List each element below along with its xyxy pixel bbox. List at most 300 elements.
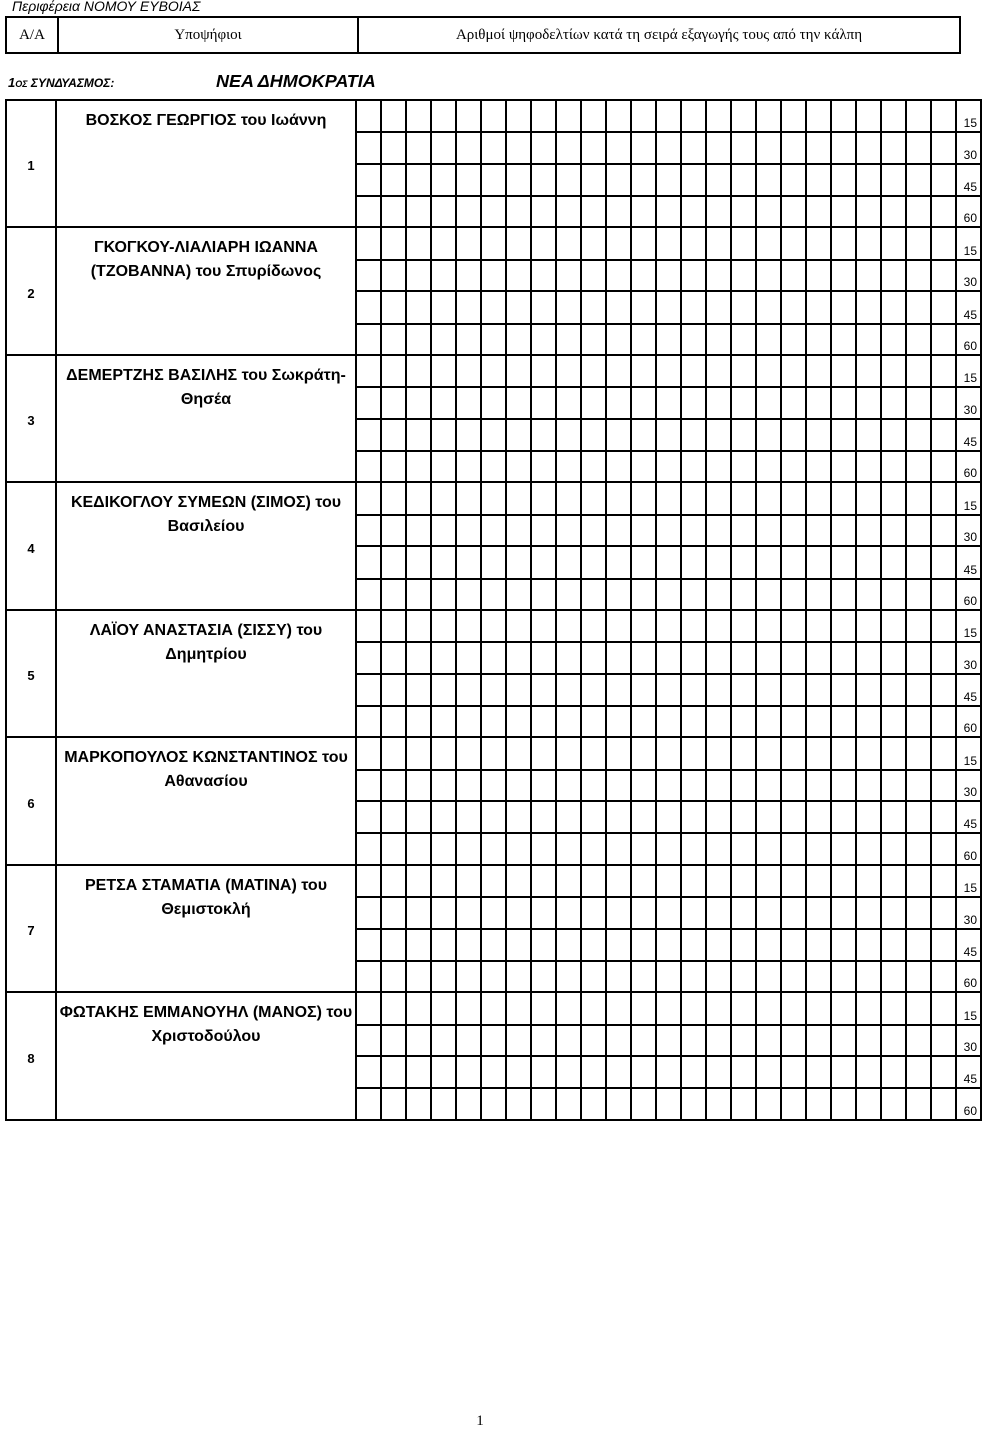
tally-cell: [906, 610, 931, 642]
tally-cell: [556, 100, 581, 132]
tally-cell: [831, 737, 856, 769]
tally-cell: [706, 642, 731, 673]
tally-cell: [606, 291, 631, 323]
tally-cell: [881, 387, 906, 418]
tally-cell: [631, 737, 656, 769]
tally-cell: [406, 419, 431, 451]
tally-cell: [756, 324, 781, 355]
tally-cell: [381, 546, 406, 578]
tally-cell: [681, 737, 706, 769]
tally-cell: [656, 1056, 681, 1088]
tally-cell: [406, 515, 431, 546]
tally-cell: [831, 227, 856, 259]
tally-cell: [556, 674, 581, 706]
tally-cell: [431, 833, 456, 864]
tally-cell: [581, 546, 606, 578]
tally-cell: [906, 833, 931, 864]
tally-cell: [506, 1025, 531, 1056]
tally-cell: [481, 100, 506, 132]
tally-marker: 15: [956, 737, 981, 769]
tally-cell: [531, 737, 556, 769]
tally-cell: [456, 706, 481, 737]
tally-cell: [781, 451, 806, 482]
tally-marker: 30: [956, 515, 981, 546]
tally-cell: [931, 961, 956, 992]
tally-cell: [356, 324, 381, 355]
tally-cell: [756, 801, 781, 833]
tally-cell: [606, 865, 631, 897]
tally-cell: [781, 579, 806, 610]
tally-cell: [506, 227, 531, 259]
tally-cell: [481, 1025, 506, 1056]
tally-cell: [681, 992, 706, 1024]
tally-cell: [856, 132, 881, 163]
tally-cell: [731, 801, 756, 833]
candidate-number: 4: [6, 482, 56, 609]
tally-cell: [556, 961, 581, 992]
tally-cell: [831, 929, 856, 961]
tally-cell: [781, 132, 806, 163]
tally-cell: [831, 387, 856, 418]
tally-cell: [606, 515, 631, 546]
tally-cell: [731, 929, 756, 961]
candidate-number: 7: [6, 865, 56, 992]
tally-cell: [831, 1088, 856, 1120]
tally-cell: [831, 992, 856, 1024]
tally-cell: [656, 865, 681, 897]
tally-cell: [706, 100, 731, 132]
tally-cell: [931, 833, 956, 864]
tally-cell: [631, 260, 656, 291]
tally-cell: [931, 706, 956, 737]
tally-cell: [706, 961, 731, 992]
tally-cell: [781, 324, 806, 355]
tally-cell: [656, 801, 681, 833]
tally-cell: [906, 515, 931, 546]
tally-cell: [481, 355, 506, 387]
tally-cell: [706, 1056, 731, 1088]
tally-cell: [431, 515, 456, 546]
tally-cell: [581, 610, 606, 642]
tally-cell: [406, 482, 431, 514]
tally-cell: [556, 291, 581, 323]
tally-cell: [756, 961, 781, 992]
tally-cell: [931, 546, 956, 578]
tally-cell: [856, 1025, 881, 1056]
tally-cell: [631, 164, 656, 196]
tally-cell: [631, 1088, 656, 1120]
tally-cell: [506, 770, 531, 801]
tally-cell: [456, 451, 481, 482]
tally-cell: [881, 419, 906, 451]
tally-cell: [431, 929, 456, 961]
tally-cell: [681, 1025, 706, 1056]
tally-cell: [431, 579, 456, 610]
tally-cell: [806, 929, 831, 961]
tally-cell: [706, 196, 731, 227]
tally-cell: [681, 227, 706, 259]
tally-cell: [606, 164, 631, 196]
tally-cell: [831, 164, 856, 196]
tally-cell: [631, 515, 656, 546]
tally-cell: [906, 164, 931, 196]
tally-cell: [556, 260, 581, 291]
tally-cell: [356, 196, 381, 227]
tally-cell: [631, 833, 656, 864]
tally-cell: [756, 419, 781, 451]
tally-cell: [856, 324, 881, 355]
tally-cell: [731, 546, 756, 578]
tally-cell: [481, 515, 506, 546]
tally-cell: [381, 387, 406, 418]
tally-cell: [506, 515, 531, 546]
tally-cell: [906, 579, 931, 610]
tally-cell: [406, 1025, 431, 1056]
tally-cell: [431, 706, 456, 737]
tally-cell: [831, 196, 856, 227]
tally-cell: [831, 451, 856, 482]
tally-cell: [856, 419, 881, 451]
tally-cell: [681, 355, 706, 387]
tally-cell: [606, 929, 631, 961]
tally-cell: [556, 801, 581, 833]
tally-cell: [806, 387, 831, 418]
tally-cell: [856, 1056, 881, 1088]
tally-cell: [756, 610, 781, 642]
tally-cell: [731, 132, 756, 163]
header-candidates: Υποψήφιοι: [59, 18, 359, 52]
tally-cell: [481, 324, 506, 355]
tally-cell: [431, 227, 456, 259]
tally-cell: [706, 164, 731, 196]
tally-cell: [656, 164, 681, 196]
tally-marker: 60: [956, 833, 981, 864]
tally-cell: [381, 482, 406, 514]
tally-cell: [556, 897, 581, 928]
tally-cell: [781, 515, 806, 546]
tally-cell: [656, 992, 681, 1024]
tally-cell: [481, 674, 506, 706]
tally-cell: [756, 227, 781, 259]
tally-cell: [531, 387, 556, 418]
tally-cell: [456, 770, 481, 801]
tally-cell: [381, 419, 406, 451]
tally-cell: [631, 227, 656, 259]
tally-cell: [806, 961, 831, 992]
tally-cell: [856, 674, 881, 706]
tally-cell: [406, 355, 431, 387]
tally-cell: [756, 706, 781, 737]
tally-cell: [631, 770, 656, 801]
tally-cell: [656, 610, 681, 642]
tally-cell: [706, 865, 731, 897]
tally-cell: [581, 355, 606, 387]
tally-cell: [881, 929, 906, 961]
tally-cell: [506, 642, 531, 673]
tally-cell: [606, 770, 631, 801]
tally-cell: [681, 1088, 706, 1120]
tally-cell: [556, 865, 581, 897]
tally-cell: [356, 642, 381, 673]
tally-cell: [756, 737, 781, 769]
tally-cell: [381, 132, 406, 163]
tally-cell: [631, 324, 656, 355]
tally-cell: [656, 961, 681, 992]
tally-cell: [856, 610, 881, 642]
tally-cell: [531, 132, 556, 163]
tally-marker: 60: [956, 961, 981, 992]
tally-cell: [406, 324, 431, 355]
tally-cell: [381, 164, 406, 196]
tally-cell: [531, 324, 556, 355]
tally-cell: [581, 865, 606, 897]
tally-cell: [831, 546, 856, 578]
tally-cell: [881, 100, 906, 132]
header-aa: Α/Α: [7, 18, 59, 52]
tally-cell: [531, 100, 556, 132]
tally-cell: [781, 355, 806, 387]
tally-marker: 30: [956, 770, 981, 801]
tally-cell: [481, 833, 506, 864]
tally-cell: [356, 865, 381, 897]
tally-cell: [856, 482, 881, 514]
tally-cell: [606, 579, 631, 610]
tally-cell: [706, 929, 731, 961]
tally-cell: [456, 897, 481, 928]
tally-marker: 15: [956, 482, 981, 514]
tally-cell: [456, 929, 481, 961]
tally-cell: [881, 579, 906, 610]
tally-cell: [831, 260, 856, 291]
tally-cell: [406, 291, 431, 323]
tally-cell: [606, 546, 631, 578]
tally-cell: [531, 1056, 556, 1088]
tally-cell: [656, 260, 681, 291]
tally-cell: [456, 1056, 481, 1088]
candidate-number: 2: [6, 227, 56, 354]
coalition-number: 1: [8, 75, 16, 90]
tally-cell: [556, 355, 581, 387]
tally-cell: [781, 801, 806, 833]
tally-cell: [781, 100, 806, 132]
tally-cell: [706, 706, 731, 737]
tally-cell: [906, 642, 931, 673]
tally-cell: [881, 992, 906, 1024]
tally-cell: [681, 674, 706, 706]
tally-marker: 30: [956, 642, 981, 673]
tally-cell: [856, 387, 881, 418]
tally-cell: [356, 1025, 381, 1056]
tally-cell: [631, 674, 656, 706]
tally-cell: [656, 482, 681, 514]
tally-cell: [806, 196, 831, 227]
tally-cell: [481, 1056, 506, 1088]
tally-marker: 60: [956, 706, 981, 737]
tally-cell: [356, 291, 381, 323]
tally-cell: [506, 196, 531, 227]
tally-cell: [831, 100, 856, 132]
tally-cell: [431, 387, 456, 418]
tally-cell: [606, 196, 631, 227]
tally-cell: [931, 992, 956, 1024]
tally-cell: [381, 674, 406, 706]
tally-cell: [906, 929, 931, 961]
tally-cell: [556, 833, 581, 864]
tally-cell: [731, 515, 756, 546]
tally-cell: [406, 100, 431, 132]
tally-cell: [581, 451, 606, 482]
tally-marker: 60: [956, 579, 981, 610]
tally-cell: [556, 1088, 581, 1120]
tally-cell: [731, 1056, 756, 1088]
tally-cell: [431, 260, 456, 291]
tally-cell: [406, 132, 431, 163]
tally-cell: [731, 451, 756, 482]
tally-cell: [481, 291, 506, 323]
tally-marker: 60: [956, 1088, 981, 1120]
tally-cell: [431, 482, 456, 514]
tally-cell: [581, 833, 606, 864]
tally-cell: [631, 897, 656, 928]
tally-cell: [881, 706, 906, 737]
tally-cell: [456, 164, 481, 196]
tally-cell: [656, 515, 681, 546]
tally-cell: [656, 291, 681, 323]
tally-cell: [506, 992, 531, 1024]
tally-cell: [731, 706, 756, 737]
tally-cell: [756, 642, 781, 673]
tally-cell: [456, 737, 481, 769]
tally-cell: [906, 865, 931, 897]
tally-cell: [431, 291, 456, 323]
header-ballot-numbers: Αριθμοί ψηφοδελτίων κατά τη σειρά εξαγωγής τους από την κάλπη: [455, 27, 863, 43]
tally-cell: [406, 770, 431, 801]
tally-cell: [781, 737, 806, 769]
tally-cell: [356, 1088, 381, 1120]
tally-cell: [806, 833, 831, 864]
coalition-name: ΝΕΑ ΔΗΜΟΚΡΑΤΙΑ: [216, 71, 376, 91]
tally-cell: [381, 801, 406, 833]
tally-cell: [781, 706, 806, 737]
tally-cell: [781, 419, 806, 451]
tally-cell: [356, 610, 381, 642]
tally-cell: [506, 100, 531, 132]
tally-cell: [556, 227, 581, 259]
tally-cell: [581, 1056, 606, 1088]
tally-cell: [381, 1088, 406, 1120]
candidate-name: ΔΕΜΕΡΤΖΗΣ ΒΑΣΙΛΗΣ του Σωκράτη-Θησέα: [56, 355, 356, 482]
tally-cell: [406, 546, 431, 578]
candidate-name: ΦΩΤΑΚΗΣ ΕΜΜΑΝΟΥΗΛ (ΜΑΝΟΣ) του Χριστοδούλου: [56, 992, 356, 1120]
tally-cell: [556, 1056, 581, 1088]
tally-cell: [356, 737, 381, 769]
tally-cell: [406, 897, 431, 928]
tally-cell: [806, 324, 831, 355]
tally-cell: [806, 419, 831, 451]
tally-cell: [406, 961, 431, 992]
tally-cell: [356, 227, 381, 259]
tally-cell: [806, 227, 831, 259]
tally-cell: [806, 451, 831, 482]
tally-cell: [681, 196, 706, 227]
tally-cell: [631, 482, 656, 514]
tally-cell: [856, 164, 881, 196]
tally-cell: [706, 737, 731, 769]
tally-marker: 45: [956, 419, 981, 451]
tally-cell: [606, 1056, 631, 1088]
tally-cell: [806, 706, 831, 737]
table-row: [6, 100, 981, 132]
tally-cell: [706, 355, 731, 387]
tally-cell: [656, 1025, 681, 1056]
tally-cell: [556, 546, 581, 578]
tally-cell: [606, 355, 631, 387]
tally-cell: [631, 132, 656, 163]
tally-cell: [606, 737, 631, 769]
tally-cell: [481, 961, 506, 992]
tally-cell: [581, 1025, 606, 1056]
tally-cell: [581, 929, 606, 961]
tally-cell: [931, 865, 956, 897]
tally-cell: [581, 642, 606, 673]
tally-cell: [406, 610, 431, 642]
tally-cell: [681, 546, 706, 578]
tally-cell: [756, 1056, 781, 1088]
tally-cell: [781, 387, 806, 418]
tally-cell: [606, 897, 631, 928]
tally-cell: [406, 227, 431, 259]
tally-cell: [606, 227, 631, 259]
coalition-heading: [5, 70, 705, 96]
tally-cell: [481, 737, 506, 769]
tally-cell: [631, 355, 656, 387]
tally-cell: [931, 610, 956, 642]
tally-cell: [906, 897, 931, 928]
tally-cell: [806, 1025, 831, 1056]
tally-cell: [856, 801, 881, 833]
tally-cell: [831, 865, 856, 897]
tally-cell: [606, 451, 631, 482]
tally-cell: [931, 515, 956, 546]
tally-cell: [906, 737, 931, 769]
tally-cell: [531, 579, 556, 610]
tally-cell: [506, 451, 531, 482]
tally-cell: [656, 196, 681, 227]
tally-cell: [531, 865, 556, 897]
tally-cell: [481, 482, 506, 514]
tally-cell: [806, 1088, 831, 1120]
coalition-suffix: ΟΣ: [15, 79, 28, 89]
tally-cell: [581, 961, 606, 992]
tally-cell: [731, 419, 756, 451]
tally-cell: [856, 100, 881, 132]
tally-cell: [681, 132, 706, 163]
tally-cell: [656, 737, 681, 769]
tally-cell: [681, 291, 706, 323]
tally-cell: [506, 929, 531, 961]
tally-cell: [456, 515, 481, 546]
tally-cell: [781, 1088, 806, 1120]
tally-cell: [456, 291, 481, 323]
tally-cell: [881, 770, 906, 801]
tally-cell: [731, 770, 756, 801]
tally-cell: [381, 579, 406, 610]
tally-cell: [831, 579, 856, 610]
tally-cell: [356, 451, 381, 482]
tally-cell: [356, 355, 381, 387]
tally-cell: [631, 929, 656, 961]
tally-cell: [706, 992, 731, 1024]
